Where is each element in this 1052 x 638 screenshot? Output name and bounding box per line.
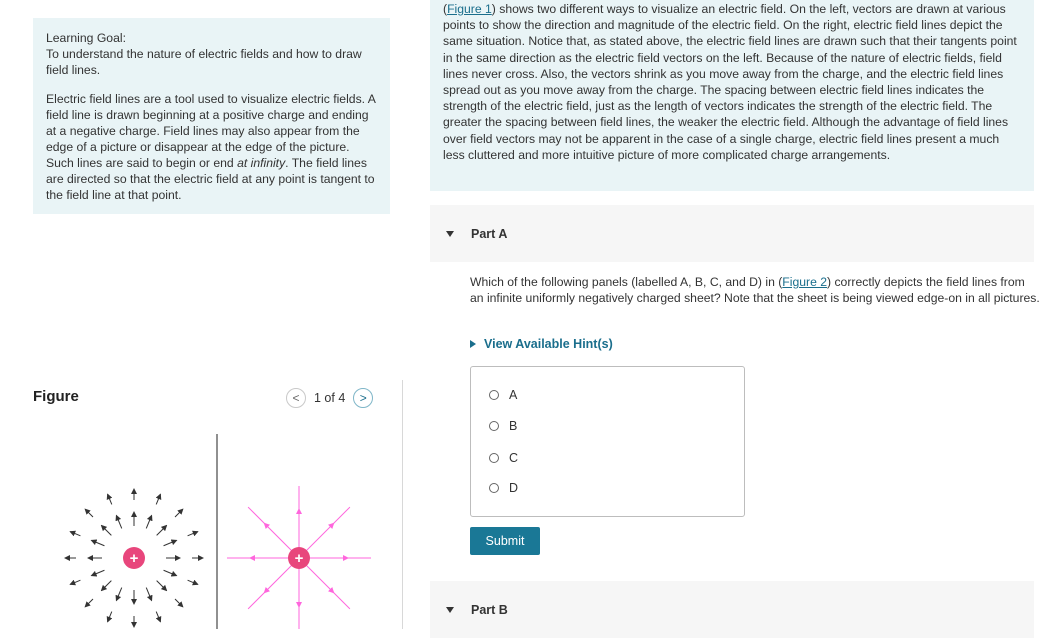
field-vector-arrow — [116, 588, 121, 601]
figure-pager — [286, 388, 373, 408]
positive-charge-left — [123, 547, 145, 569]
figure-page-indicator: 1 of 4 — [314, 391, 346, 405]
choice-b[interactable]: B — [489, 419, 517, 433]
field-vector-arrow — [157, 581, 167, 591]
field-vector-arrow — [156, 612, 160, 622]
part-a-title: Part A — [471, 226, 508, 241]
field-vector-arrow — [175, 509, 183, 517]
figure-1-link[interactable]: Figure 1 — [447, 2, 492, 16]
svg-text:+: + — [129, 550, 139, 567]
learning-goal-title: Learning Goal: — [46, 31, 126, 45]
choice-c[interactable]: C — [489, 451, 518, 465]
field-vector-arrow — [92, 570, 105, 575]
radio-d[interactable] — [489, 483, 499, 493]
intro-text: ) shows two different ways to visualize an electric field. On the left, vectors are drawn at various points to show the direction and magnitude of the electric field. On the right, electric field lines depict the same situation. Notice that, as stated above, the electric field lines are drawn such that their tangents point in the same direction as the electric field vectors on the left. Because of the nature of electric fields, field lines never cross. Also, the vectors shrink as you move away from the charge, and the electric field lines spread out as you move away from the charge. The spacing between electric field lines indicates the strength of the electric field, just as the length of vectors indicates the strength of the electric field. The greater the spacing between field lines, the weaker the electric field. Although the advantage of field lines over field vectors may not be apparent in the case of a single charge, electric field lines present a much less cluttered and more intuitive picture of more complicated charge arrangements. — [443, 2, 1017, 162]
field-vector-arrow — [157, 525, 167, 535]
svg-text:+: + — [294, 550, 304, 567]
field-vector-arrow — [146, 516, 151, 529]
learning-goal-text: To understand the nature of electric fields and how to draw field lines. — [46, 47, 362, 77]
field-line-arrow — [331, 523, 334, 526]
radio-b[interactable] — [489, 421, 499, 431]
figure-image — [33, 428, 393, 629]
intro-panel: (Figure 1) shows two different ways to visualize an electric field. On the left, vectors are drawn at various points to show the direction and magnitude of the electric field. On the right, electric field lines depict the same situation. Notice that, as stated above, the electric field lines are drawn such that their tangents point in the same direction as the electric field vectors on the left. Because of the nature of electric fields, field lines never cross. Also, the vectors shrink as you move away from the charge, and the electric field lines spread out as you move away from the charge. The spacing between electric field lines indicates the strength of the electric field, just as the length of vectors indicates the strength of the electric field. The greater the spacing between field lines, the weaker the electric field. Although the advantage of field lines over field vectors may not be apparent in the case of a single charge, electric field lines present a much less cluttered and more intuitive picture of more complicated charge arrangements. — [430, 0, 1034, 191]
prev-figure-button[interactable]: < — [286, 388, 306, 408]
field-line-arrow — [264, 523, 267, 526]
field-vector-arrow — [188, 580, 198, 584]
field-line-arrow — [331, 590, 334, 593]
field-vector-arrow — [188, 532, 198, 536]
field-vector-arrow — [108, 494, 112, 504]
column-divider — [402, 380, 403, 629]
choice-d[interactable]: D — [489, 481, 518, 495]
positive-charge-right — [288, 547, 310, 569]
view-hints-toggle[interactable] — [470, 337, 613, 351]
caret-right-icon — [470, 340, 476, 348]
learning-goal-body: Electric field lines are a tool used to visualize electric fields. A field line is drawn beginning at a positive charge and ending at a negative charge. Field lines may also appear from the edge of a picture or disappear at the edge of the picture. Such lines are said to begin or end at infinity. The field lines are directed so that the electric field at any point is tangent to the field line at that point. — [46, 92, 376, 202]
field-vector-arrow — [175, 599, 183, 607]
part-b-header[interactable] — [430, 581, 1034, 638]
field-vector-arrow — [70, 532, 80, 536]
learning-goal-box — [33, 18, 390, 214]
field-vector-arrow — [116, 516, 121, 529]
field-vector-arrow — [156, 494, 160, 504]
field-vector-arrow — [70, 580, 80, 584]
field-vector-arrow — [92, 540, 105, 545]
radio-c[interactable] — [489, 453, 499, 463]
field-vector-arrow — [146, 588, 151, 601]
part-b-title: Part B — [471, 602, 508, 617]
choice-a[interactable]: A — [489, 388, 517, 402]
field-vector-arrow — [164, 540, 177, 545]
field-vector-arrow — [101, 525, 111, 535]
field-line-arrow — [264, 590, 267, 593]
field-vector-arrow — [85, 509, 93, 517]
answer-choices — [470, 366, 745, 517]
radio-a[interactable] — [489, 390, 499, 400]
collapse-caret-icon — [446, 231, 454, 237]
figure-2-link[interactable]: Figure 2 — [782, 275, 828, 289]
submit-button[interactable]: Submit — [470, 527, 540, 555]
collapse-caret-icon — [446, 607, 454, 613]
part-a-question: Which of the following panels (labelled A, B, C, and D) in (Figure 2) correctly depicts the field lines from an infinite uniformly negatively charged sheet? Note that the sheet is being viewed edge-on in all pictures. — [470, 275, 1040, 305]
view-hints-label: View Available Hint(s) — [484, 337, 613, 351]
field-vector-arrow — [108, 612, 112, 622]
field-vector-arrow — [85, 599, 93, 607]
figure-label: Figure — [33, 388, 79, 405]
field-vector-arrow — [164, 570, 177, 575]
part-a-header[interactable] — [430, 205, 1034, 262]
next-figure-button[interactable]: > — [353, 388, 373, 408]
field-vector-arrow — [101, 581, 111, 591]
